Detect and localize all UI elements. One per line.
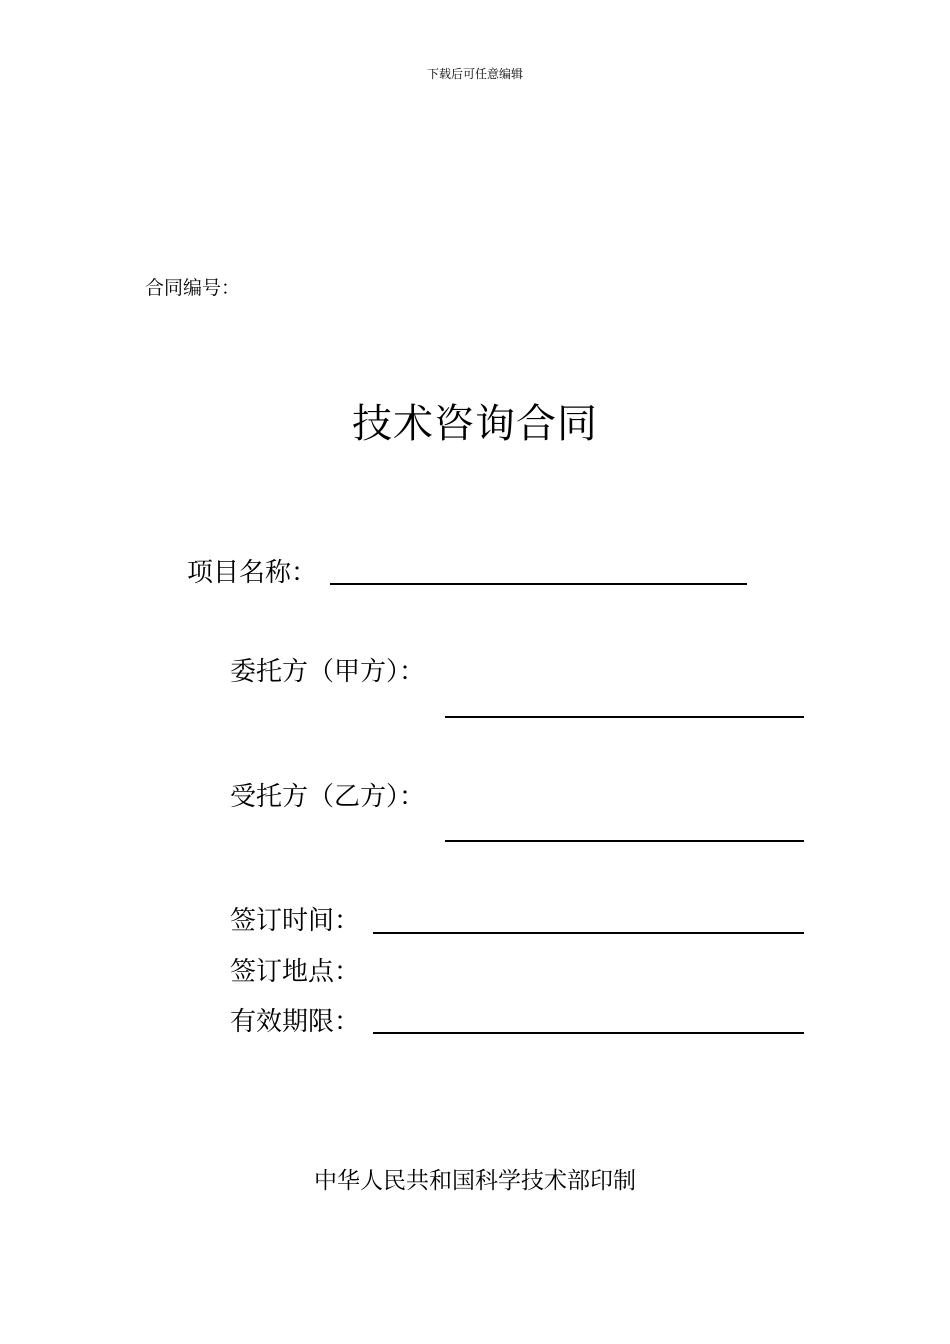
validity-period-label: 有效期限： bbox=[230, 1007, 361, 1037]
project-name-blank-line bbox=[330, 583, 747, 585]
contract-number-label: 合同编号： bbox=[145, 277, 241, 299]
header-note: 下载后可任意编辑 bbox=[426, 67, 523, 81]
client-blank-line bbox=[445, 716, 804, 718]
client-label: 委托方（甲方）： bbox=[230, 657, 426, 687]
signing-place-label: 签订地点： bbox=[230, 957, 361, 987]
validity-period-blank-line bbox=[373, 1032, 804, 1034]
project-name-label: 项目名称： bbox=[187, 558, 318, 588]
document-title: 技术咨询合同 bbox=[352, 401, 598, 447]
contractor-blank-line bbox=[445, 840, 804, 842]
signing-time-label: 签订时间： bbox=[230, 906, 361, 936]
contractor-label: 受托方（乙方）： bbox=[230, 782, 426, 812]
issuer-footer: 中华人民共和国科学技术部印制 bbox=[314, 1168, 636, 1194]
signing-time-blank-line bbox=[373, 932, 804, 934]
